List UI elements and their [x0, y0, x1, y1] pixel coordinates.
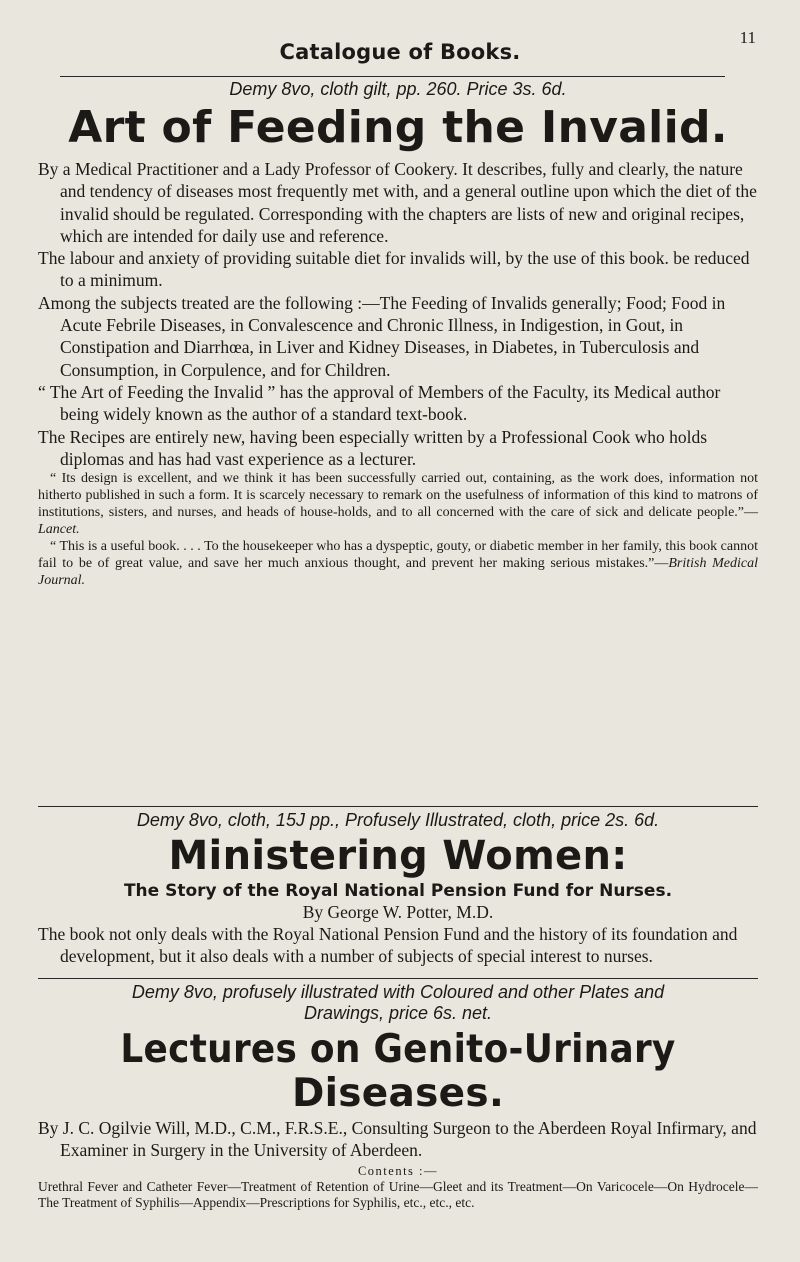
review-source: British Medical Journal. — [38, 556, 758, 589]
edition-line: Demy 8vo, cloth gilt, pp. 260. Price 3s. 6d. — [229, 79, 567, 99]
review-text: “ This is a useful book. . . . To the housekeeper who has a dyspeptic, gouty, or diabetic member in her family, this book cannot fail to be of great value, and save her much anxious thought, and prevent her making serious mistakes.”— — [38, 539, 758, 572]
book-subtitle: The Story of the Royal National Pension Fund for Nurses. — [123, 881, 673, 901]
description-paragraph: By J. C. Ogilvie Will, M.D., C.M., F.R.S.E., Consulting Surgeon to the Aberdeen Royal Infirmary, and Examiner in Surgery in the University of Aberdeen. — [38, 1118, 757, 1161]
contents-label: Contents :— — [357, 1163, 439, 1178]
review-quote — [38, 470, 758, 538]
running-title: Catalogue of Books. — [279, 40, 521, 64]
description-paragraph: Among the subjects treated are the following :—The Feeding of Invalids generally; Food; Food in Acute Febrile Diseases, in Convalescence and Chronic Illness, in Indigestion, in Gout, in Constipation and Diarrhœa, in Liver and Kidney Diseases, in Diabetes, in Tuberculosis and Consumption, in Corpulence, and for Children. — [38, 292, 726, 380]
book-entry-genito-urinary — [38, 982, 758, 1212]
edition-line: Demy 8vo, profusely illustrated with Coloured and other Plates and — [131, 982, 665, 1002]
review-quote — [38, 538, 758, 589]
book-title: Diseases. — [291, 1071, 505, 1116]
section-divider — [38, 806, 758, 807]
edition-line: Drawings, price 6s. net. — [303, 1003, 493, 1023]
edition-line: Demy 8vo, cloth, 15J pp., Profusely Illustrated, cloth, price 2s. 6d. — [136, 810, 660, 830]
book-title: Art of Feeding the Invalid. — [68, 102, 728, 153]
description-paragraph: The book not only deals with the Royal National Pension Fund and the history of its foundation and development, but it also deals with a number of subjects of special interest to nurses. — [38, 924, 738, 967]
author-byline: By George W. Potter, M.D. — [302, 902, 494, 922]
description-paragraph: “ The Art of Feeding the Invalid ” has the approval of Members of the Faculty, its Medical author being widely known as the author of a standard text-book. — [38, 381, 721, 425]
book-title: Lectures on Genito-Urinary — [120, 1027, 676, 1072]
review-text: “ Its design is excellent, and we think it has been successfully carried out, containing, as the work does, information not hitherto published in such a form. It is scarcely necessary to remark on the usefulness of information of this kind to matrons of institutions, sisters, and nurses, and heads of house-holds, and to all concerned with the care of sick and delicate people.”— — [38, 471, 758, 521]
book-entry-art-of-feeding — [38, 79, 758, 589]
description-paragraph: The labour and anxiety of providing suitable diet for invalids will, by the use of this book. be reduced to a minimum. — [38, 248, 750, 291]
description-paragraph: By a Medical Practitioner and a Lady Professor of Cookery. It describes, fully and clearly, the nature and tendency of diseases most frequently met with, and a general outline upon which the diet of the invalid should be regulated. Corresponding with the chapters are lists of new and original recipes, which are intended for daily use and reference. — [38, 159, 757, 246]
page-number: 11 — [739, 28, 756, 47]
review-source: Lancet. — [38, 522, 80, 538]
section-divider — [38, 978, 758, 979]
book-title: Ministering Women: — [168, 833, 628, 879]
book-entry-ministering-women — [38, 810, 758, 968]
header-rule — [60, 76, 725, 77]
contents-list: Urethral Fever and Catheter Fever—Treatment of Retention of Urine—Gleet and its Treatment—On Varicocele—On Hydrocele—The Treatment of Syphilis—Appendix—Prescriptions for Syphilis, etc., etc., etc. — [38, 1178, 758, 1211]
description-paragraph: The Recipes are entirely new, having been especially written by a Professional Cook who holds diplomas and has had vast experience as a lecturer. — [38, 426, 708, 469]
